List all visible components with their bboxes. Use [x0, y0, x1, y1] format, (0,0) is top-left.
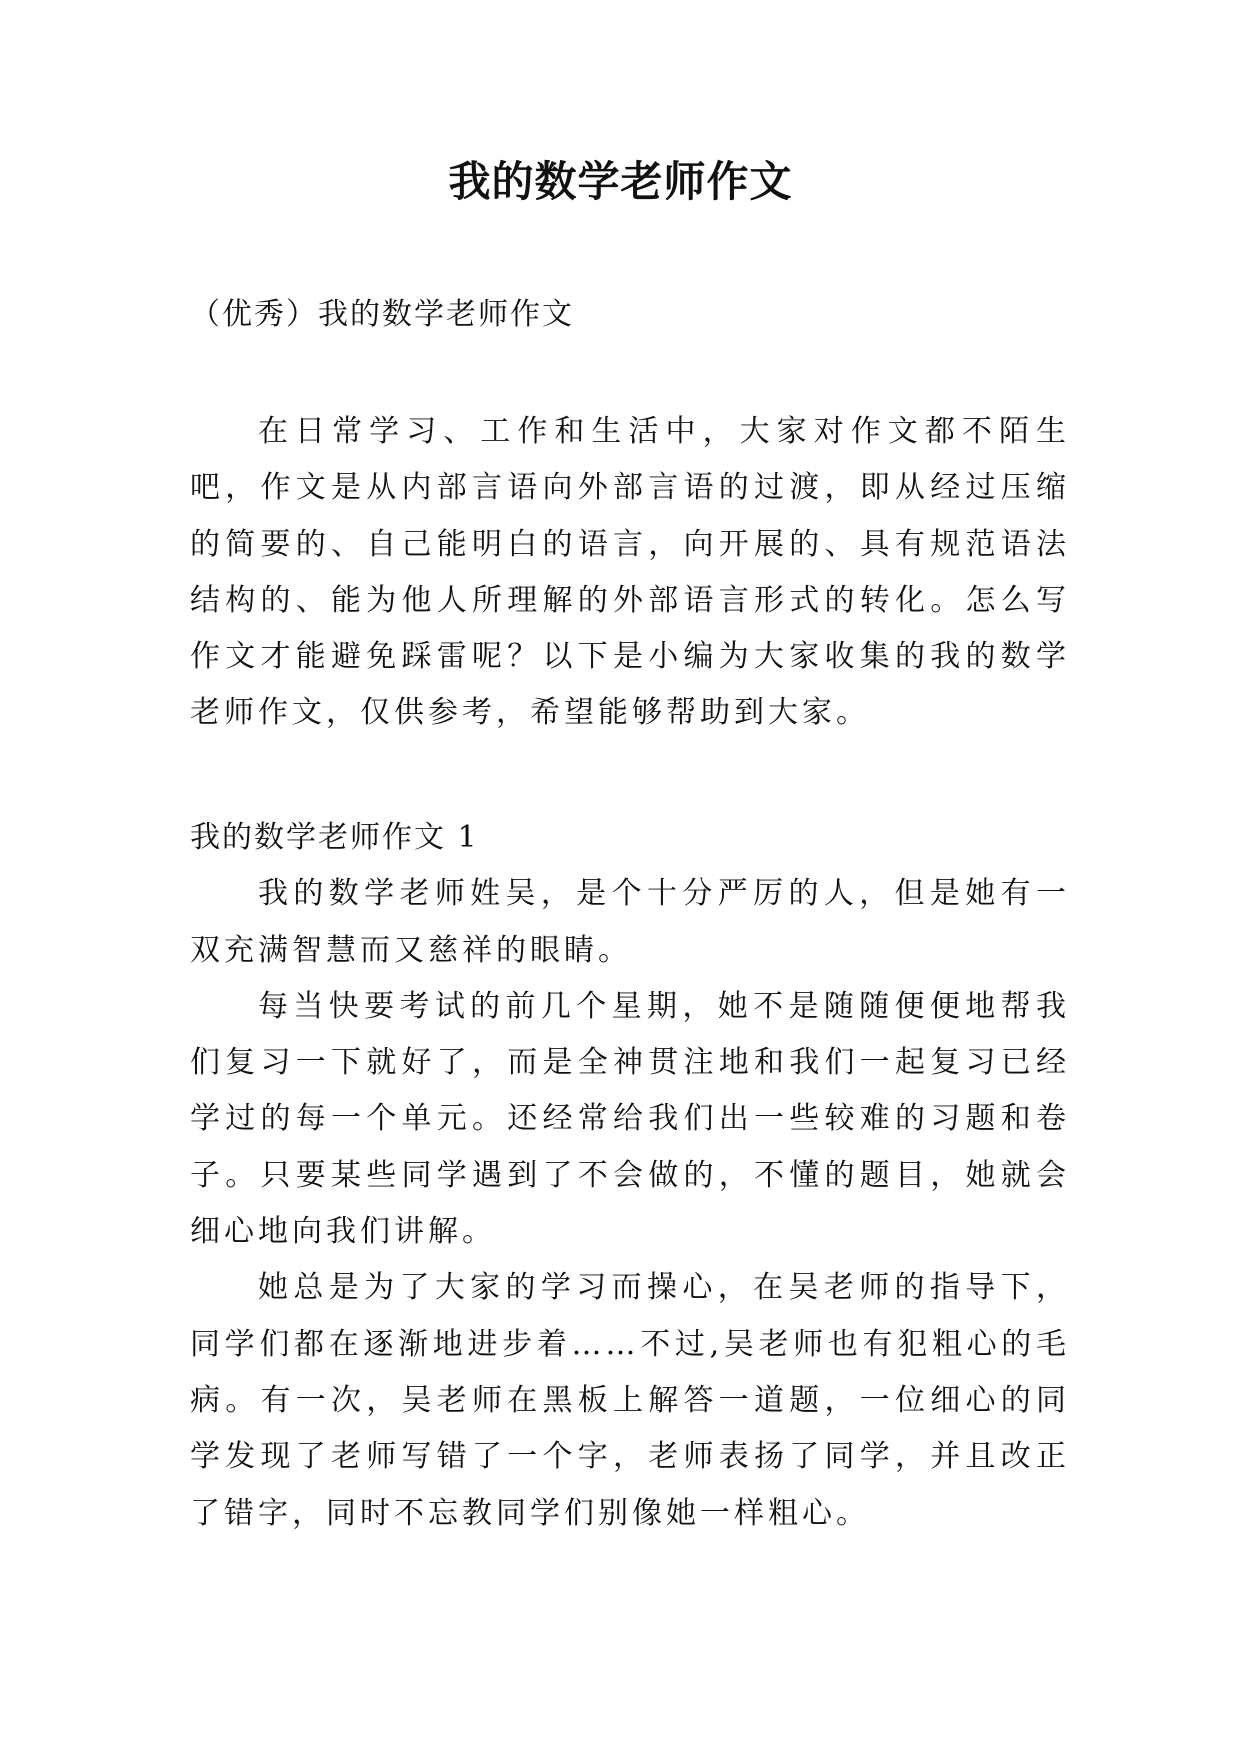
essay-heading: 我的数学老师作文 1: [190, 820, 479, 855]
essay-paragraph-3: 她总是为了大家的学习而操心，在吴老师的指导下，同学们都在逐渐地进步着……不过,吴老师也有犯粗心的毛病。有一次，吴老师在黑板上解答一道题，一位细心的同学发现了老师写错了一个字，老师表扬了同学，并且改正了错字，同时不忘教同学们别像她一样粗心。: [190, 1270, 1070, 1531]
intro-paragraph: 在日常学习、工作和生活中，大家对作文都不陌生吧，作文是从内部言语向外部言语的过渡，即从经过压缩的简要的、自己能明白的语言，向开展的、具有规范语法结构的、能为他人所理解的外部语言形式的转化。怎么写作文才能避免踩雷呢？以下是小编为大家收集的我的数学老师作文，仅供参考，希望能够帮助到大家。: [190, 414, 1070, 731]
essay-paragraph-2: 每当快要考试的前几个星期，她不是随随便便地帮我们复习一下就好了，而是全神贯注地和我们一起复习已经学过的每一个单元。还经常给我们出一些较难的习题和卷子。只要某些同学遇到了不会做的，不懂的题目，她就会细心地向我们讲解。: [190, 988, 1070, 1250]
essay-section: [190, 810, 1070, 1542]
intro-section: [190, 404, 1070, 742]
document-subtitle: （优秀）我的数学老师作文: [190, 297, 574, 332]
document-title: 我的数学老师作文: [448, 157, 793, 206]
essay-paragraph-1: 我的数学老师姓吴，是个十分严厉的人，但是她有一双充满智慧而又慈祥的眼睛。: [190, 876, 1070, 968]
